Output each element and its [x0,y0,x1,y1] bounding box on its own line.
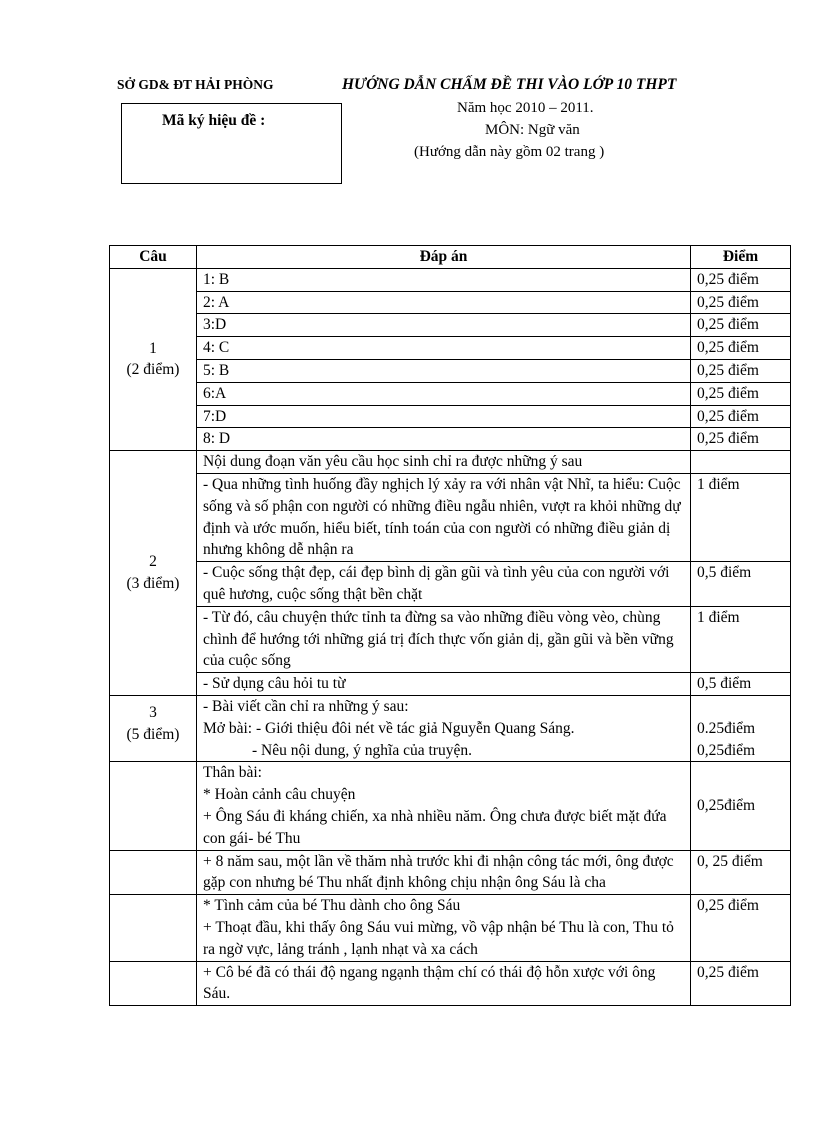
q3-intro-score: 0,25điểm [697,741,756,759]
answer-cell: 3:D [197,314,691,337]
score-cell: 0,25 điểm [691,895,791,961]
answer-cell: 7:D [197,405,691,428]
answer-cell: 2: A [197,291,691,314]
score-cell: 1 điểm [691,473,791,561]
score-cell: 0,25 điểm [691,405,791,428]
answer-cell: Nội dung đoạn văn yêu cầu học sinh chỉ ra được những ý sau [197,451,691,474]
table-row [110,451,791,474]
question-2-cell [110,451,197,696]
q3-intro-score: 0.25điểm [697,719,756,737]
answer-cell: - Qua những tình huống đầy nghịch lý xảy ra với nhân vật Nhĩ, ta hiểu: Cuộc sống và số phận con người có những điều ngẫu nhiên, vượt ra khỏi những dự định và ước muốn, hiểu biết, tính toán của con người có những điều giản dị nhưng không dễ nhận ra [197,473,691,561]
empty-question-cell [110,850,197,895]
exam-code-label: Mã ký hiệu đề : [162,112,266,129]
score-cell [691,695,791,761]
score-cell [691,762,791,850]
empty-question-cell [110,895,197,961]
header-answer: Đáp án [197,246,691,269]
answer-cell [197,762,691,850]
answer-cell: - Cuộc sống thật đẹp, cái đẹp bình dị gần gũi và tình yêu của con người với quê hương, cuộc sống thật bền chặt [197,562,691,607]
table-row [110,895,791,961]
question-1-points: (2 điểm) [126,361,180,379]
department-name: SỞ GD& ĐT HẢI PHÒNG [117,77,274,92]
table-row [110,291,791,314]
table-row [110,428,791,451]
score-cell: 0,25 điểm [691,291,791,314]
q3-body-score: 0,25điểm [697,797,756,815]
score-cell: 0,5 điểm [691,562,791,607]
answer-cell [197,695,691,761]
table-row [110,673,791,696]
question-1-cell [110,268,197,450]
q3-body-line: * Hoàn cảnh câu chuyện [203,786,356,804]
table-row [110,314,791,337]
answer-cell: 8: D [197,428,691,451]
score-cell [691,451,791,474]
answer-cell [197,895,691,961]
question-2-points: (3 điểm) [126,575,180,593]
table-row [110,473,791,561]
header-score: Điểm [691,246,791,269]
header-question: Câu [110,246,197,269]
score-cell: 0, 25 điểm [691,850,791,895]
answer-cell: + Cô bé đã có thái độ ngang ngạnh thậm chí có thái độ hỗn xược với ông Sáu. [197,961,691,1006]
score-cell: 0,25 điểm [691,268,791,291]
table-row [110,359,791,382]
answer-cell: 6:A [197,382,691,405]
answer-cell: - Sử dụng câu hỏi tu từ [197,673,691,696]
table-row [110,562,791,607]
table-row [110,382,791,405]
q3-row3-line: + Thoạt đầu, khi thấy ông Sáu vui mừng, vồ vập nhận bé Thu là con, Thu tỏ ra ngờ vực, lảng tránh , lạnh nhạt và xa cách [203,918,674,958]
q3-body-line: Thân bài: [203,764,262,782]
question-3-label: 3 [149,703,157,721]
answer-cell: 4: C [197,337,691,360]
score-cell: 0,25 điểm [691,428,791,451]
answer-cell: + 8 năm sau, một lần về thăm nhà trước khi đi nhận công tác mới, ông được gặp con nhưng bé Thu nhất định không chịu nhận ông Sáu là cha [197,850,691,895]
question-3-points: (5 điểm) [126,725,180,743]
grading-table [109,245,791,1006]
q3-intro-line: - Bài viết cần chỉ ra những ý sau: [203,697,409,715]
q3-intro-line: - Nêu nội dung, ý nghĩa của truyện. [252,741,472,759]
table-row [110,606,791,672]
page-note: (Hướng dẫn này gồm 02 trang ) [414,144,605,160]
score-cell: 0,25 điểm [691,337,791,360]
empty-question-cell [110,762,197,850]
table-row [110,695,791,761]
answer-cell: 1: B [197,268,691,291]
score-cell: 0,5 điểm [691,673,791,696]
score-cell: 0,25 điểm [691,314,791,337]
q3-body-line: + Ông Sáu đi kháng chiến, xa nhà nhiều năm. Ông chưa được biết mặt đứa con gái- bé Thu [203,807,667,847]
score-cell: 0,25 điểm [691,961,791,1006]
q3-intro-line: Mở bài: - Giới thiệu đôi nét về tác giả Nguyễn Quang Sáng. [203,719,575,737]
table-row [110,268,791,291]
question-1-label: 1 [149,339,157,357]
exam-code-box [121,103,342,184]
table-row [110,337,791,360]
table-row [110,961,791,1006]
table-header-row [110,246,791,269]
table-row [110,850,791,895]
score-cell: 0,25 điểm [691,359,791,382]
document-title: HƯỚNG DẪN CHẤM ĐỀ THI VÀO LỚP 10 THPT [342,76,677,93]
question-3-cell [110,695,197,761]
table-row [110,405,791,428]
question-2-label: 2 [149,553,157,571]
answer-cell: - Từ đó, câu chuyện thức tỉnh ta đừng sa vào những điều vòng vèo, chùng chình để hướng tới những giá trị đích thực vốn giản dị, gần gũi và bền vững của cuộc sống [197,606,691,672]
school-year: Năm học 2010 – 2011. [457,100,594,116]
table-row [110,762,791,850]
q3-row3-line: * Tình cảm của bé Thu dành cho ông Sáu [203,897,461,915]
score-cell: 1 điểm [691,606,791,672]
score-cell: 0,25 điểm [691,382,791,405]
answer-cell: 5: B [197,359,691,382]
subject: MÔN: Ngữ văn [485,122,580,138]
empty-question-cell [110,961,197,1006]
